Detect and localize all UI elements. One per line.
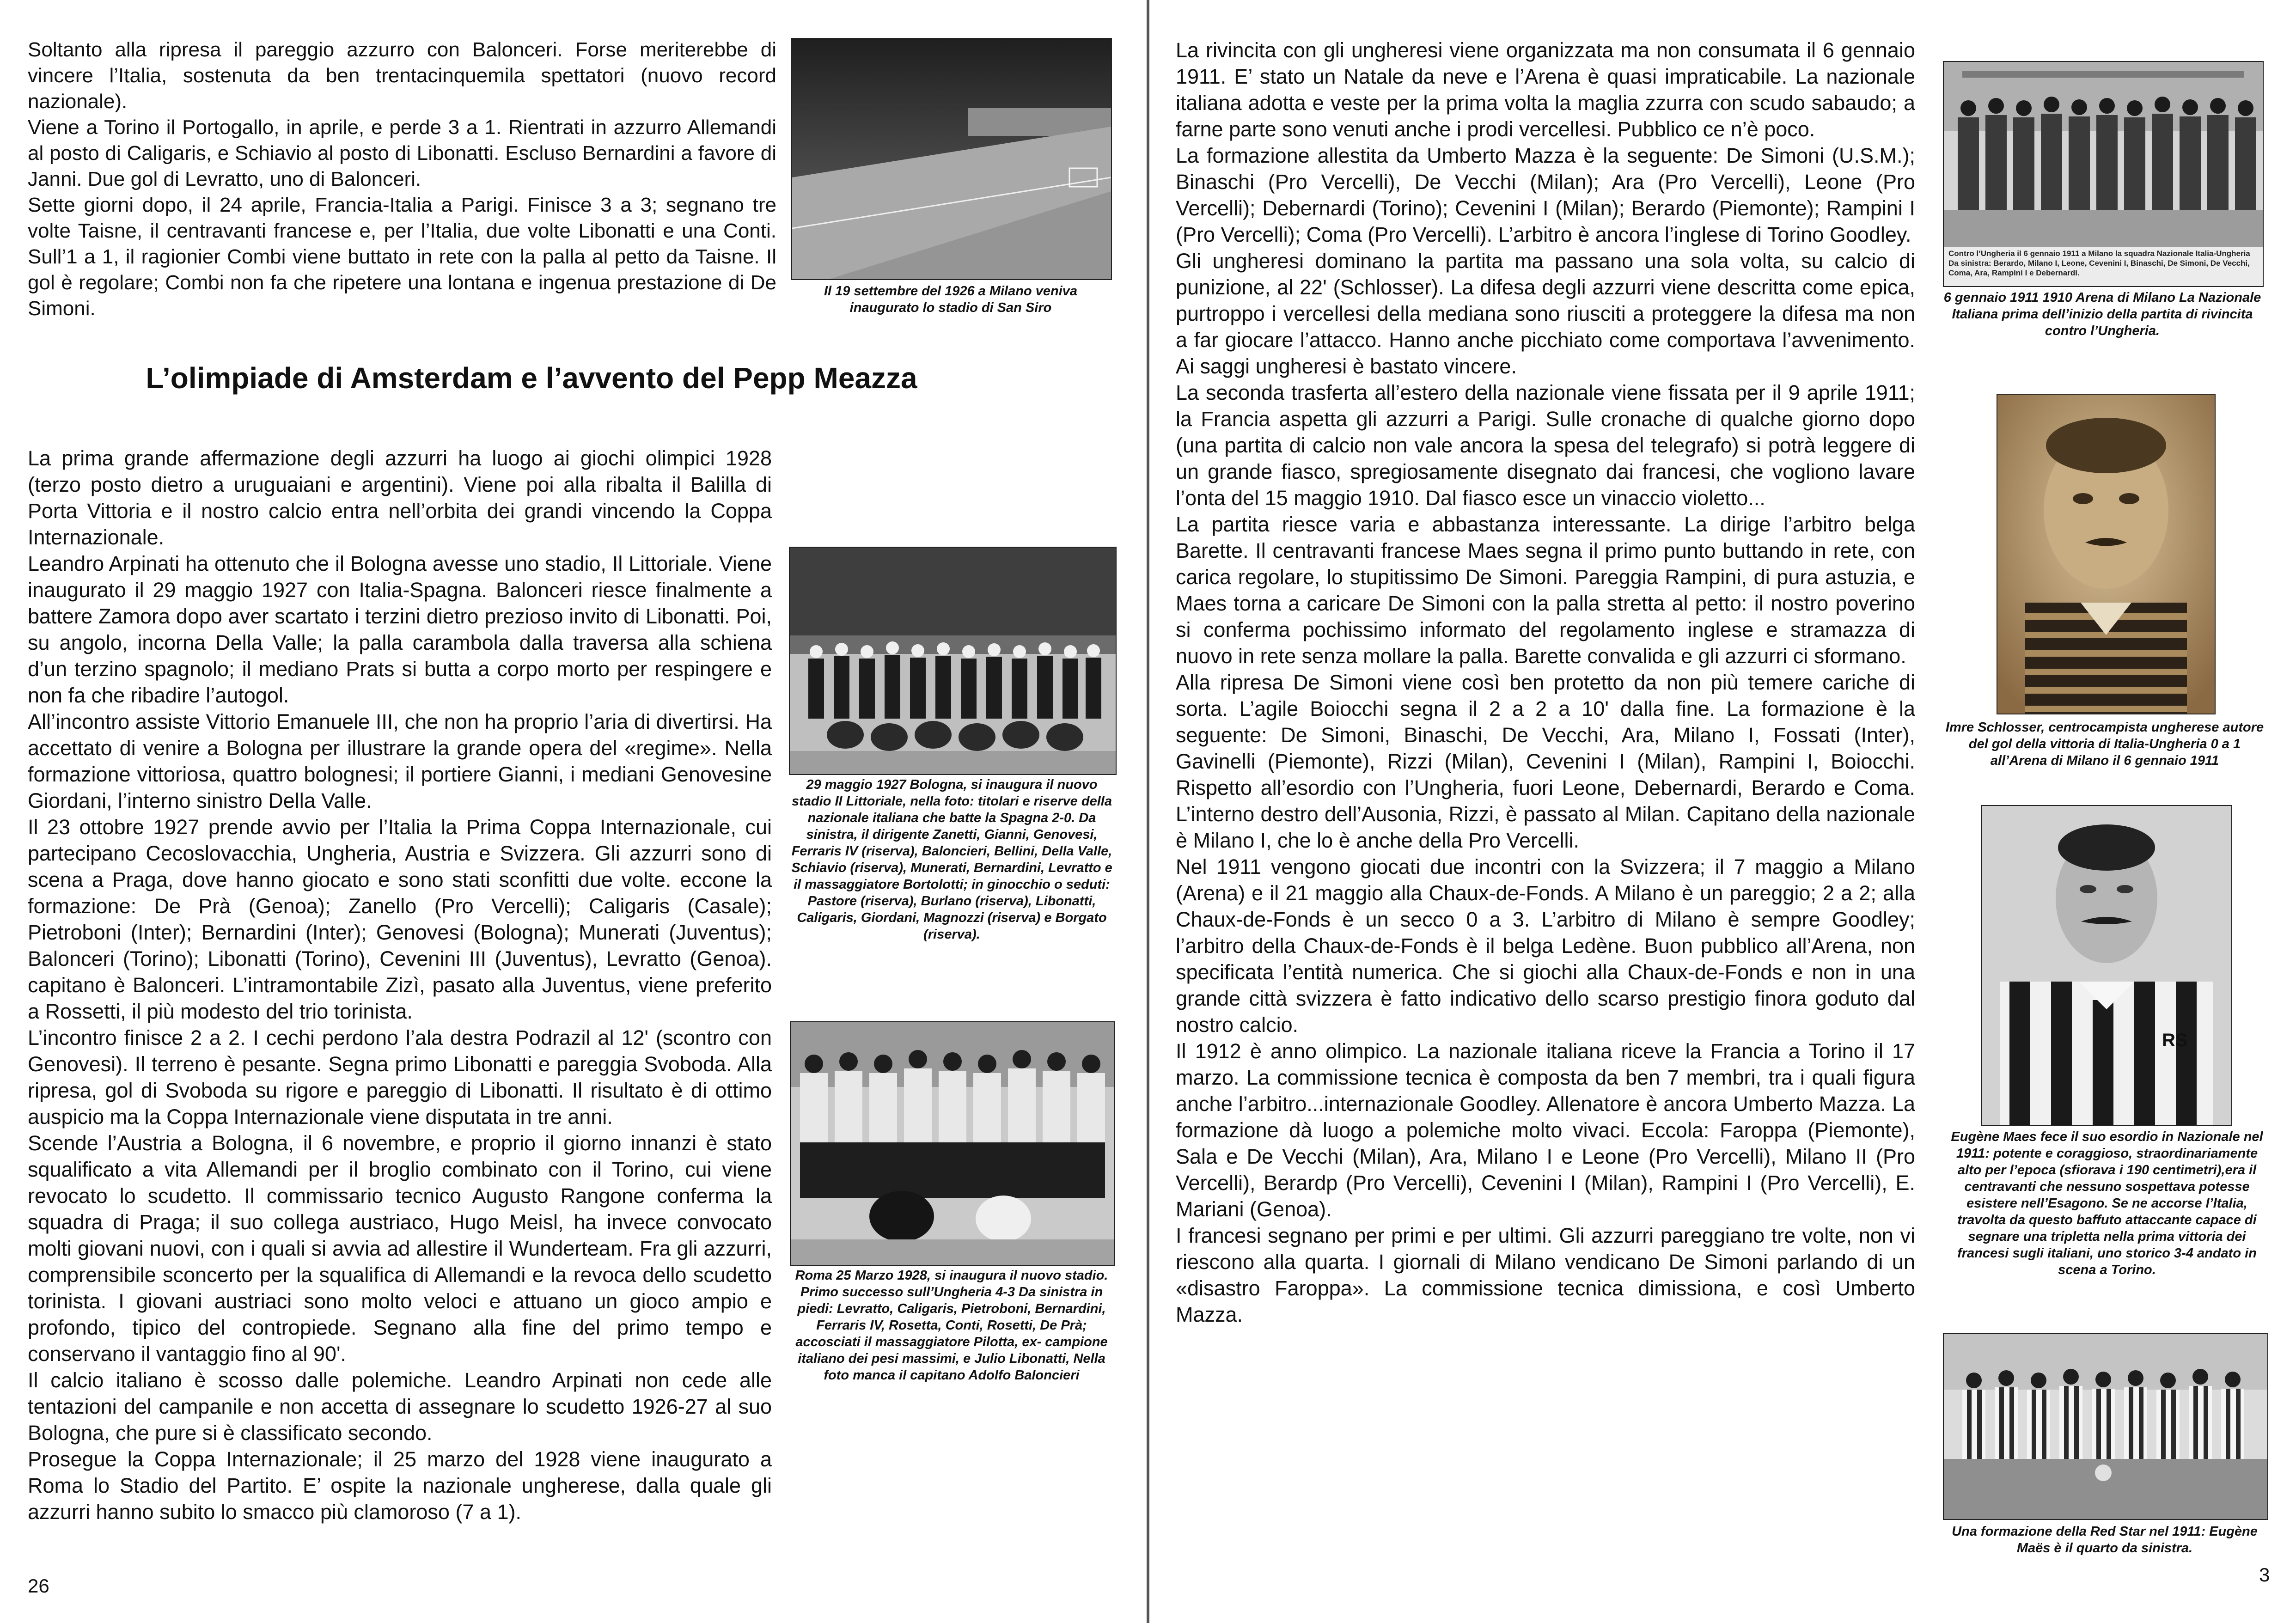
team-photo-illustration — [791, 1022, 1114, 1265]
paragraph: La rivincita con gli ungheresi viene organizzata ma non consumata il 6 gennaio 1911. E’ stato un Natale da neve e l’Arena è quasi impraticabile. La nazionale italiana adotta e veste per la prima volta la maglia zzurra con scudo sabaudo; a farne parte sono venuti anche i prodi vercellesi. Pubblico ce n’è poco. — [1176, 38, 1915, 141]
team-photo-illustration — [1944, 1334, 2267, 1519]
left-page — [0, 0, 1147, 1623]
photo-roma-1928-team — [790, 1021, 1115, 1266]
left-intro-text — [28, 37, 776, 322]
caption-arena-1911: 6 gennaio 1911 1910 Arena di Milano La Nazionale Italiana prima dell’inizio della partita di rivincita contro l’Ungheria. — [1943, 290, 2261, 338]
right-page — [1149, 0, 2296, 1623]
paragraph: All’incontro assiste Vittorio Emanuele III, che non ha proprio l’aria di divertirsi. Ha accettato di venire a Bologna per illustrare la grande opera del «regime». Nella formazione vittoriosa, quattro bolognesi; il portiere Gianni, i mediani Genovesine Giordani, l’interno sinistro Della Valle. — [28, 710, 772, 812]
paragraph: Il 1912 è anno olimpico. La nazionale italiana riceve la Francia a Torino il 17 marzo. La commissione tecnica è composta da ben 7 membri, tra i quali figura anche l’arbitro...internazionale Goodley. Allenatore è ancora Umberto Mazza. La formazione dà luogo a polemiche molto vivaci. Eccola: Faroppa (Piemonte), Sala e De Vecchi (Milan), Ara, Milano I e Leone (Pro Vercelli), Milano II (Pro Vercelli), Berardp (Pro Vercelli), Cevenini I (Milan), Rampini I (Pro Vercelli), E. Mariani (Genoa). — [1176, 1039, 1915, 1221]
team-photo-illustration — [790, 548, 1116, 774]
stadium-photo-illustration — [792, 39, 1111, 279]
paragraph: L’incontro finisce 2 a 2. I cechi perdono l’ala destra Podrazil al 12' (scontro con Genovesi). Il terreno è pesante. Segna primo Libonatti e pareggia Svoboda. Alla ripresa, gol di Svoboda su rigore e pareggio di Libonatti. Il risultato è di ottimo auspicio ma la Coppa Internazionale viene disputata in tre anni. — [28, 1026, 772, 1129]
paragraph: Viene a Torino il Portogallo, in aprile, e perde 3 a 1. Rientrati in azzurro Allemandi al posto di Caligaris, e Schiavio al posto di Libonatti. Escluso Bernardini a favore di Janni. Due gol di Levratto, uno di Balonceri. — [28, 116, 776, 190]
paragraph: Leandro Arpinati ha ottenuto che il Bologna avesse uno stadio, Il Littoriale. Viene inaugurato il 29 maggio 1927 con Italia-Spagna. Balonceri riesce finalmente a battere Zamora dopo aver scartato i terzini dietro prezioso invito di Libonatti. Poi, su angolo, incorna Della Valle; la palla carambola dalla traversa alla schiena d’un terzino spagnolo; il mediano Prats si butta a corpo morto per respingere e non fa che ribadire l’autogol. — [28, 552, 772, 707]
page-number: 3 — [2259, 1564, 2270, 1586]
paragraph: Sette giorni dopo, il 24 aprile, Francia-Italia a Parigi. Finisce 3 a 3; segnano tre volte Taisne, il centravanti francese e, per l’Italia, due volte Libonatti e una Conti. Sull’1 a 1, il ragionier Combi viene buttato in rete con la palla al petto da Taisne. Il gol è regolare; Combi non fa che ripetere una lontana e ingenua prestazione di De Simoni. — [28, 194, 776, 320]
portrait-photo-illustration — [1997, 395, 2215, 714]
paragraph: Soltanto alla ripresa il pareggio azzurro con Balonceri. Forse meriterebbe di vincere l’Italia, sostenuta da ben trentacinquemila spettatori (nuovo record nazionale). — [28, 38, 776, 113]
photo-bologna-1927-team — [789, 547, 1117, 775]
caption-schlosser: Imre Schlosser, centrocampista ungherese autore del gol della vittoria di Italia-Ungheria 0 a 1 all’Arena di Milano il 6 gennaio 1911 — [1945, 720, 2264, 768]
paragraph: La formazione allestita da Umberto Mazza è la seguente: De Simoni (U.S.M.); Binaschi (Pro Vercelli), De Vecchi (Milan); Ara (Pro Vercelli), Leone (Pro Vercelli); Debernardi (Torino); Cevenini I (Milan); Berardo (Piemonte); Rampini I (Pro Vercelli); Coma (Pro Vercelli). L’arbitro è ancora l’inglese di Torino Goodley. — [1176, 144, 1915, 246]
photo-arena-milano-1911 — [1943, 61, 2264, 287]
paragraph: Prosegue la Coppa Internazionale; il 25 marzo del 1928 viene inaugurato a Roma lo Stadio del Partito. E’ ospite la nazionale ungherese, dalla quale gli azzurri hanno subito lo smacco più clamoroso (7 a 1). — [28, 1447, 772, 1524]
photo-eugene-maes — [1981, 805, 2232, 1126]
paragraph: Il calcio italiano è scosso dalle polemiche. Leandro Arpinati non cede alle tentazioni del campanile e non accetta di assegnare lo scudetto 1926-27 al suo Bologna, che pure si è classificato secondo. — [28, 1368, 772, 1445]
caption-bologna-1927: 29 maggio 1927 Bologna, si inaugura il nuovo stadio Il Littoriale, nella foto: titolari e riserve della nazionale italiana che batte la Spagna 2-0. Da sinistra, il dirigente Zanetti, Gianni, Genovesi, Ferraris IV (riserva), Baloncieri, Bellini, Della Valle, Schiavio (riserva), Munerati, Bernardini, Levratto e il massaggiatore Bortolotti; in ginocchio o seduti: Pastore (riserva), Burlano (riserva), Libonatti, Caligaris, Giordani, Magnozzi (riserva) e Borgato (riserva). — [791, 777, 1112, 942]
left-body-text — [28, 445, 772, 1525]
paragraph: La prima grande affermazione degli azzurri ha luogo ai giochi olimpici 1928 (terzo posto dietro a uruguaiani e argentini). Viene poi alla ribalta il Balilla di Porta Vittoria e il nostro calcio entra nell’orbita dei grandi vincendo la Coppa Internazionale. — [28, 446, 772, 549]
paragraph: Il 23 ottobre 1927 prende avvio per l’Italia la Prima Coppa Internazionale, cui partecipano Cecoslovacchia, Ungheria, Austria e Svizzera. Gli azzurri sono di scena a Praga, dove hanno giocato e sono stati sconfitti due volte. eccone la formazione: De Prà (Genoa); Zanello (Pro Vercelli); Caligaris (Casale); Pietroboni (Inter); Bernardini (Inter); Genovesi (Bologna); Munerati (Juventus); Balonceri (Torino); Libonatti (Torino), Cevenini III (Juventus), Levratto (Genoa). capitano è Balonceri. L’intramontabile Zizì, pasato alla Juventus, viene preferito a Rossetti, il più modesto del trio torinista. — [28, 815, 772, 1023]
caption-maes: Eugène Maes fece il suo esordio in Nazionale nel 1911: potente e coraggioso, straordinariamente alto per l’epoca (sfiorava i 190 centimetri),era il centravanti che nessuno sospettava potesse esistere nell’Esagono. Se ne accorse l’Italia, travolta da questo baffuto attaccante capace di segnare una tripletta nella prima vittoria dei francesi sugli italiani, uno storico 3-4 andato in scena a Torino. — [1951, 1129, 2263, 1277]
photo-san-siro-stadium — [791, 38, 1112, 280]
paragraph: La partita riesce varia e abbastanza interessante. La dirige l’arbitro belga Barette. Il centravanti francese Maes segna il primo punto buttando in rete, con carica regolare, lo stupitissimo De Simoni. Pareggia Rampini, di pura astuzia, e Maes torna a caricare De Simoni con la palla stretta al petto: il nostro poverino si conferma pochissimo informato del regolamento inglese e stramazza di nuovo in rete senza mollare la palla. Barette convalida e gli azzurri ci sformano. — [1176, 513, 1915, 668]
photo-red-star-1911 — [1943, 1333, 2268, 1520]
team-photo-illustration — [1944, 62, 2263, 247]
caption-red-star: Una formazione della Red Star nel 1911: Eugène Maës è il quarto da sinistra. — [1952, 1524, 2258, 1556]
portrait-photo-illustration — [1982, 806, 2231, 1125]
caption-roma-1928: Roma 25 Marzo 1928, si inaugura il nuovo stadio. Primo successo sull’Ungheria 4-3 Da sinistra in piedi: Levratto, Caligaris, Pietroboni, Bernardini, Ferraris IV, Rosetta, Conti, Rosetti, De Prà; accosciati il massaggiatore Pilotta, ex- campione italiano dei pesi massimi, e Julio Libonatti, Nella foto manca il capitano Adolfo Baloncieri — [795, 1268, 1108, 1383]
section-heading: L’olimpiade di Amsterdam e l’avvento del Pepp Meazza — [146, 361, 917, 395]
paragraph: Alla ripresa De Simoni viene così ben protetto da non più temere cariche di sorta. L’agile Boiocchi segna il 2 a 2 a 10' dalla fine. La formazione è la seguente: De Simoni, Binaschi, De Vecchi, Ara, Milano I, Fossati (Inter), Gavinelli (Piemonte), Rizzi (Milan), Cevenini I (Milan), Rampini I, Boiocchi. Rispetto all’esordio con l’Ungheria, fuori Leone, Debernardi, Berardo e Coma. L’interno destro dell’Ausonia, Rizzi, è passato al Milan. Capitano della nazionale è Milano I, che lo è anche della Pro Vercelli. — [1176, 671, 1915, 852]
paragraph: Nel 1911 vengono giocati due incontri con la Svizzera; il 7 maggio a Milano (Arena) e il 21 maggio alla Chaux-de-Fonds. A Milano è un pareggio; 2 a 2; alla Chaux-de-Fonds è un secco 0 a 3. L’arbitro di Milano è sempre Goodley; l’arbitro della Chaux-de-Fonds è il belga Ledène. Buon pubblico all’Arena, non specificata l’entità numerica. Che si giochi alla Chaux-de-Fonds e non in una grande città svizzera è fatto indicativo dello scarso prestigio finora goduto dal nostro calcio. — [1176, 855, 1915, 1037]
page-number: 26 — [28, 1575, 49, 1597]
caption-san-siro: Il 19 settembre del 1926 a Milano veniva inaugurato lo stadio di San Siro — [824, 284, 1078, 315]
photo-imre-schlosser — [1997, 394, 2216, 714]
paragraph: Gli ungheresi dominano la partita ma passano una sola volta, su calcio di punizione, al 22' (Schlosser). La difesa degli azzurri viene descritta come epica, purtroppo i vercellesi della mediana sono riusciti a proteggere la difesa ma non a far giocare l’attacco. Hanno anche picchiato come comportava l’avvenimento. Ai saggi ungheresi è bastato vincere. — [1176, 249, 1915, 378]
paragraph: La seconda trasferta all’estero della nazionale viene fissata per il 9 aprile 1911; la Francia aspetta gli azzurri a Parigi. Sulle cronache di qualche giorno dopo (una partita di calcio non vale ancora la spesa del telegrafo) si potrà leggere di un grande fiasco, spregiosamente disegnato dai francesi, che vogliono lavare l’onta del 15 maggio 1910. Dal fiasco esce un vinaccio violetto... — [1176, 381, 1915, 510]
right-body-text — [1176, 37, 1915, 1328]
shirt-monogram: RS — [2162, 1030, 2188, 1050]
paragraph: I francesi segnano per primi e per ultimi. Gli azzurri pareggiano tre volte, non vi riescono alla quarta. I giornali di Milano vendicano De Simoni parlando di un «disastro Faroppa». La commissione tecnica dimissiona, e così Umberto Mazza. — [1176, 1224, 1915, 1326]
photo-inscription: Contro l’Ungheria il 6 gennaio 1911 a Milano la squadra Nazionale Italia-Ungheria Da sinistra: Berardo, Milano I, Leone, Cevenini I, Binaschi, De Simoni, De Vecchi, Coma, Ara, Rampini I e Debernardi. — [1944, 247, 2263, 286]
paragraph: Scende l’Austria a Bologna, il 6 novembre, e proprio il giorno innanzi è stato squalificato a vita Allemandi per il broglio combinato con il Torino, cui viene revocato lo scudetto. Il commissario tecnico Augusto Rangone conferma la squadra di Praga; il suo collega austriaco, Hugo Meisl, ha invece convocato molti giovani nuovi, con i quali si avvia ad allestire il Wunderteam. Fra gli azzurri, comprensibile sconcerto per la squalifica di Allemandi e la revoca dello scudetto torinista. I giovani austriaci sono molto veloci e attuano un gioco ampio e profondo, tipico del contropiede. Segnano alla fine del primo tempo e conservano il vantaggio fino al 90'. — [28, 1131, 772, 1366]
